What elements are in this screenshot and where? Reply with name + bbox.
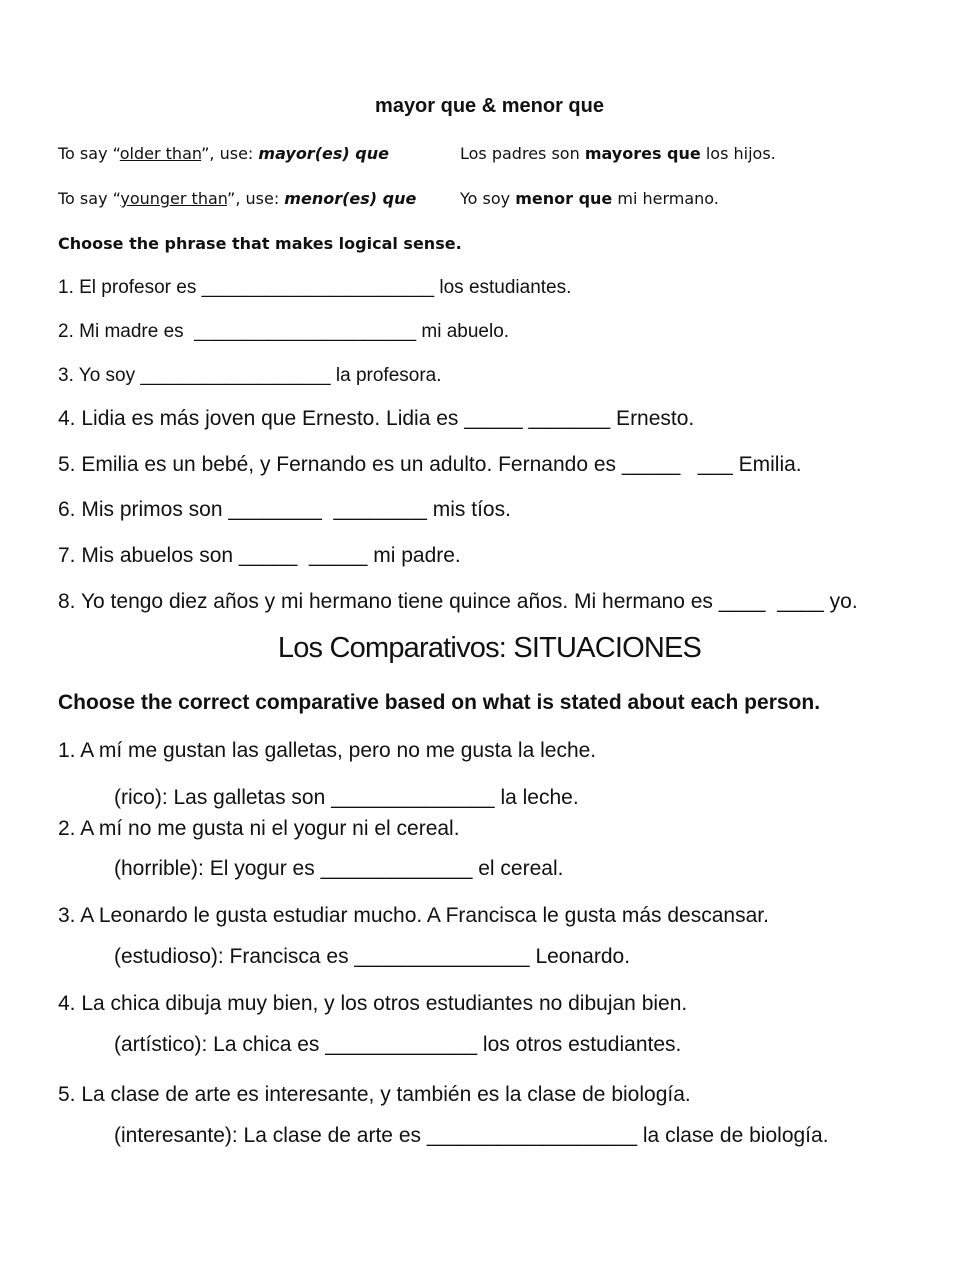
instruction-part1: Choose the phrase that makes logical sense.	[58, 234, 462, 253]
question-5: 5. Emilia es un bebé, y Fernando es un adulto. Fernando es _____ ___ Emilia.	[58, 453, 802, 476]
situation-1: 1. A mí me gustan las galletas, pero no me gusta la leche.	[58, 739, 597, 762]
question-1: 1. El profesor es ______________________ los estudiantes.	[58, 277, 572, 298]
example-younger	[460, 189, 719, 208]
rule-term: older than	[119, 144, 202, 163]
section-heading: Los Comparativos: SITUACIONES	[277, 632, 702, 664]
instruction-part2: Choose the correct comparative based on what is stated about each person.	[58, 691, 821, 714]
situation-5-answer: (interesante): La clase de arte es __________________ la clase de biología.	[114, 1124, 829, 1147]
rule-text: To say “	[58, 144, 120, 163]
question-4: 4. Lidia es más joven que Ernesto. Lidia es _____ _______ Ernesto.	[58, 407, 695, 430]
rule-older-than	[58, 144, 389, 163]
example-text: Los padres son	[460, 144, 585, 163]
rule-form: mayor(es) que	[258, 144, 389, 163]
question-2: 2. Mi madre es _____________________ mi abuelo.	[58, 321, 510, 342]
worksheet-title: mayor que & menor que	[375, 95, 604, 117]
example-text: los hijos.	[700, 144, 776, 163]
question-7: 7. Mis abuelos son _____ _____ mi padre.	[58, 544, 461, 567]
situation-2-answer: (horrible): El yogur es _____________ el cereal.	[114, 857, 564, 880]
rule-form: menor(es) que	[284, 189, 417, 208]
situation-1-answer: (rico): Las galletas son ______________ la leche.	[114, 786, 579, 809]
situation-2: 2. A mí no me gusta ni el yogur ni el cereal.	[58, 817, 460, 840]
question-8: 8. Yo tengo diez años y mi hermano tiene quince años. Mi hermano es ____ ____ yo.	[58, 590, 858, 613]
example-bold: mayores que	[584, 144, 701, 163]
rule-younger-than	[58, 189, 416, 208]
rule-text: ”, use:	[227, 189, 285, 208]
example-text: mi hermano.	[612, 189, 719, 208]
situation-4: 4. La chica dibuja muy bien, y los otros estudiantes no dibujan bien.	[58, 992, 688, 1015]
situation-3-answer: (estudioso): Francisca es _______________ Leonardo.	[114, 945, 631, 968]
situation-3: 3. A Leonardo le gusta estudiar mucho. A Francisca le gusta más descansar.	[58, 904, 769, 927]
question-3: 3. Yo soy __________________ la profesora.	[58, 365, 442, 386]
rule-text: To say “	[58, 189, 121, 208]
example-bold: menor que	[515, 189, 613, 208]
situation-5: 5. La clase de arte es interesante, y también es la clase de biología.	[58, 1083, 691, 1106]
situation-4-answer: (artístico): La chica es _____________ los otros estudiantes.	[114, 1033, 682, 1056]
example-text: Yo soy	[460, 189, 516, 208]
example-older	[460, 144, 776, 163]
question-6: 6. Mis primos son ________ ________ mis tíos.	[58, 498, 511, 521]
rule-text: ”, use:	[201, 144, 259, 163]
rule-term: younger than	[120, 189, 228, 208]
